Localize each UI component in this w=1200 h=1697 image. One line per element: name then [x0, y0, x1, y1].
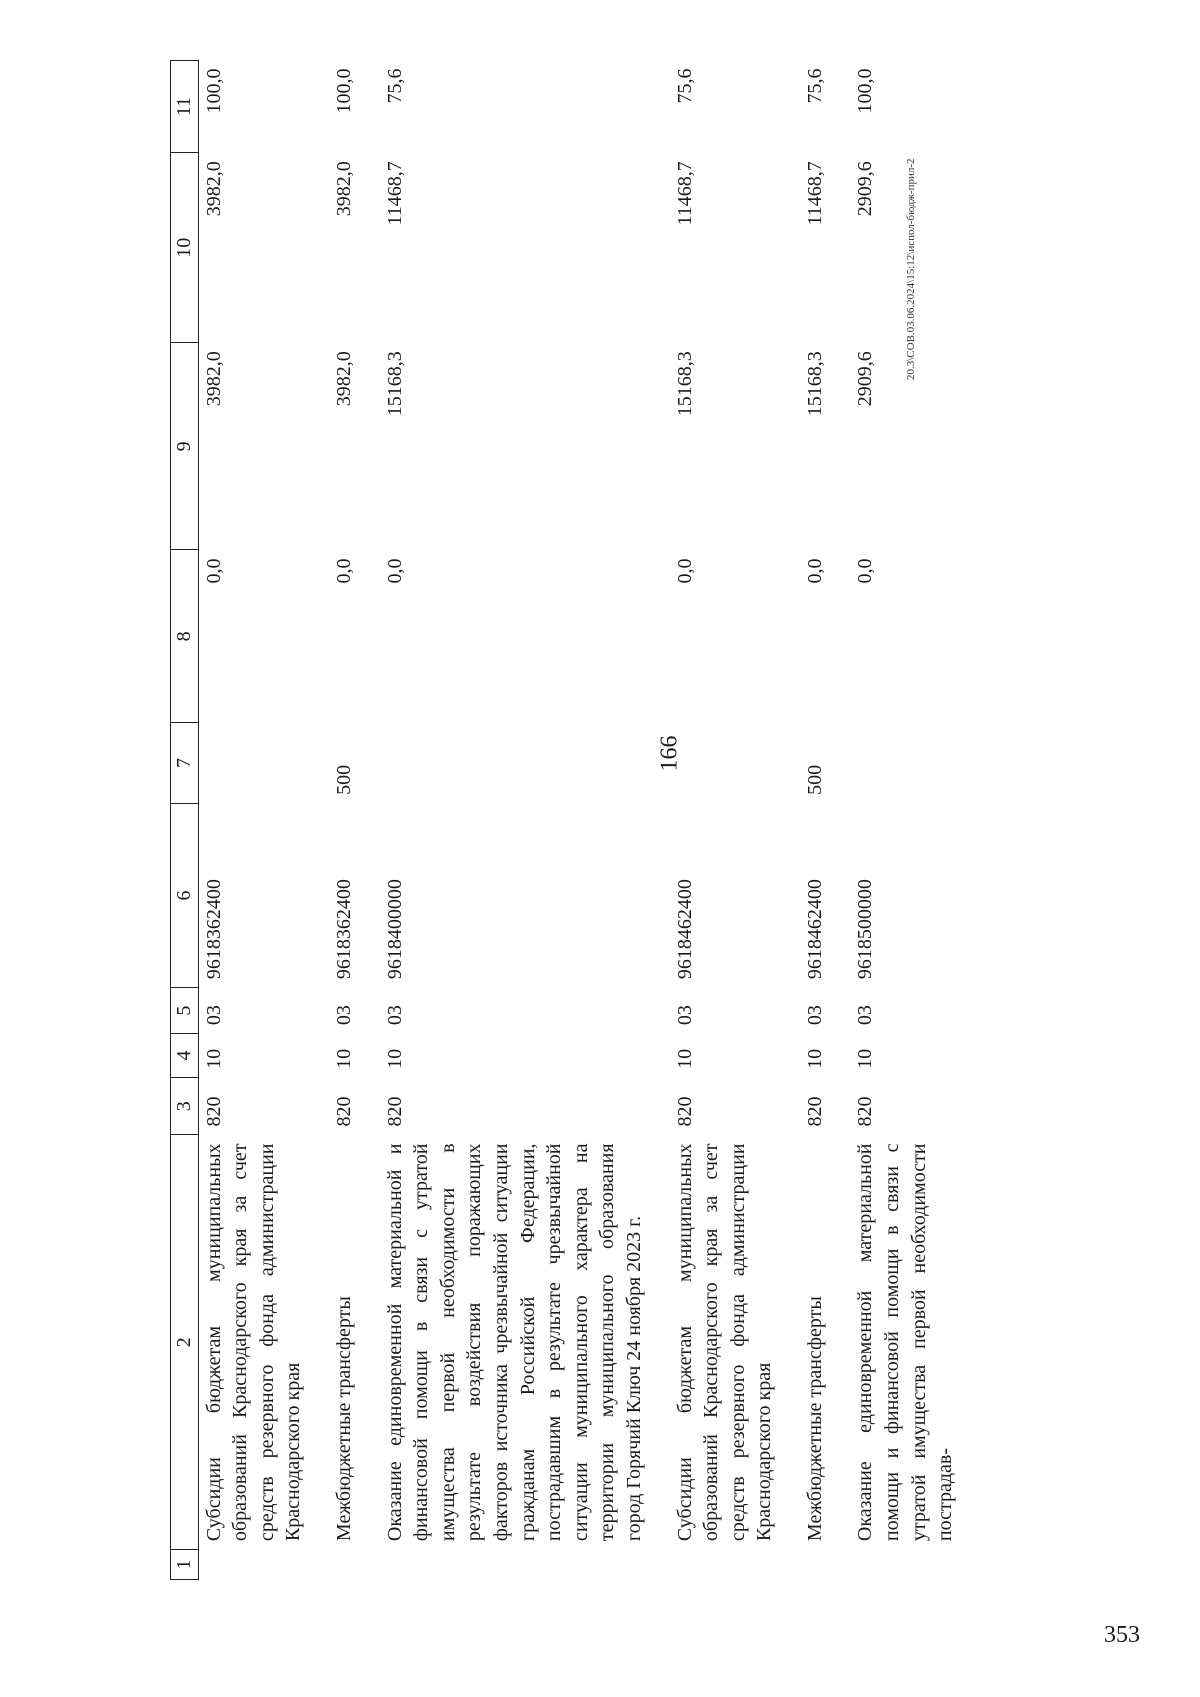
row-value-9: 3982,0: [202, 351, 225, 407]
row-csr: 9618500000: [854, 879, 877, 980]
row-value-8: 0,0: [673, 558, 696, 584]
row-ved: 820: [854, 1096, 877, 1127]
row-value-9: 15168,3: [803, 351, 826, 417]
row-rz: 10: [803, 1048, 826, 1069]
row-description: Межбюджетные трансферты: [332, 1296, 355, 1542]
row-ved: 820: [202, 1096, 225, 1127]
header-col-9: 9: [171, 343, 199, 550]
table-row: [850, 61, 960, 1580]
row-value-8: 0,0: [332, 558, 355, 584]
table-row: [329, 61, 380, 1580]
rotated-table-sheet: [170, 60, 1090, 1580]
row-value-9: 15168,3: [673, 351, 696, 417]
row-csr: 9618462400: [673, 879, 696, 980]
row-description: Межбюджетные трансферты: [803, 1296, 826, 1542]
footer-code: 20.3\СОВ.03.06.2024\15:12\испол-бюдж-прил-2: [905, 158, 917, 380]
table-row: [198, 61, 329, 1580]
sheet-number: 353: [1104, 1622, 1140, 1648]
row-value-10: 11468,7: [673, 161, 696, 226]
table-row: [380, 61, 670, 1580]
row-pr: 03: [673, 1005, 696, 1026]
row-ved: 820: [803, 1096, 826, 1127]
row-rz: 10: [332, 1048, 355, 1069]
row-vr: [198, 723, 329, 804]
header-col-5: 5: [171, 988, 199, 1034]
budget-table: [170, 60, 961, 1580]
table-row: [670, 61, 800, 1580]
table-row: [800, 61, 851, 1580]
row-vr: 500: [803, 764, 826, 795]
header-col-2: 2: [171, 1135, 199, 1550]
row-value-11: 100,0: [854, 68, 877, 114]
row-value-11: 75,6: [383, 68, 406, 104]
row-vr: 500: [332, 764, 355, 795]
row-vr: [850, 723, 960, 804]
row-csr: 9618462400: [803, 879, 826, 980]
row-description: Оказание единовременной материальной и финансовой помощи в связи с утратой имущества первой необходимости в результате воздействия поражающих факторов источника чрезвычайной ситуации гражданам Российской Федерации, пострадавшим в результате чрезвычайной ситуации муниципального характера на территории муниципального образования город Горячий Ключ 24 ноября 2023 г.: [383, 1143, 645, 1542]
row-ved: 820: [383, 1096, 406, 1127]
row-rz: 10: [854, 1048, 877, 1069]
row-value-11: 75,6: [803, 68, 826, 104]
row-description: Оказание единовременной материальной помощи и финансовой помощи в связи с утратой имущества первой необходимости пострадав-: [854, 1143, 957, 1542]
row-value-8: 0,0: [383, 558, 406, 584]
row-value-9: 2909,6: [854, 351, 877, 407]
row-ved: 820: [673, 1096, 696, 1127]
header-col-6: 6: [171, 803, 199, 987]
table-body: [198, 61, 961, 1580]
row-rz: 10: [202, 1048, 225, 1069]
row-rz: 10: [383, 1048, 406, 1069]
row-value-10: 11468,7: [383, 161, 406, 226]
row-csr: 9618362400: [332, 879, 355, 980]
row-pr: 03: [803, 1005, 826, 1026]
row-rz: 10: [673, 1048, 696, 1069]
row-ved: 820: [332, 1096, 355, 1127]
row-pr: 03: [383, 1005, 406, 1026]
row-value-11: 100,0: [202, 68, 225, 114]
header-col-10: 10: [171, 153, 199, 343]
row-pr: 03: [202, 1005, 225, 1026]
row-csr: 9618400000: [383, 879, 406, 980]
row-value-8: 0,0: [854, 558, 877, 584]
row-vr: [380, 723, 670, 804]
header-col-8: 8: [171, 550, 199, 723]
row-value-9: 3982,0: [332, 351, 355, 407]
row-value-10: 3982,0: [202, 161, 225, 217]
row-description: Субсидии бюджетам муниципальных образований Краснодарского края за счет средств резервного фонда администрации Краснодарского края: [673, 1143, 776, 1542]
header-col-7: 7: [171, 723, 199, 804]
row-value-8: 0,0: [202, 558, 225, 584]
header-col-4: 4: [171, 1034, 199, 1078]
table-header: [171, 61, 199, 1580]
row-csr: 9618362400: [202, 879, 225, 980]
row-value-11: 100,0: [332, 68, 355, 114]
row-value-10: 3982,0: [332, 161, 355, 217]
row-value-8: 0,0: [803, 558, 826, 584]
row-description: Субсидии бюджетам муниципальных образований Краснодарского края за счет средств резервного фонда администрации Краснодарского края: [202, 1143, 305, 1542]
row-value-10: 2909,6: [854, 161, 877, 217]
header-col-3: 3: [171, 1077, 199, 1135]
row-pr: 03: [332, 1005, 355, 1026]
header-col-1: 1: [171, 1550, 199, 1580]
row-value-9: 15168,3: [383, 351, 406, 417]
row-value-10: 11468,7: [803, 161, 826, 226]
header-col-11: 11: [171, 61, 199, 153]
row-value-11: 75,6: [673, 68, 696, 104]
row-pr: 03: [854, 1005, 877, 1026]
row-vr: [670, 723, 800, 804]
page-number: 166: [656, 735, 683, 772]
